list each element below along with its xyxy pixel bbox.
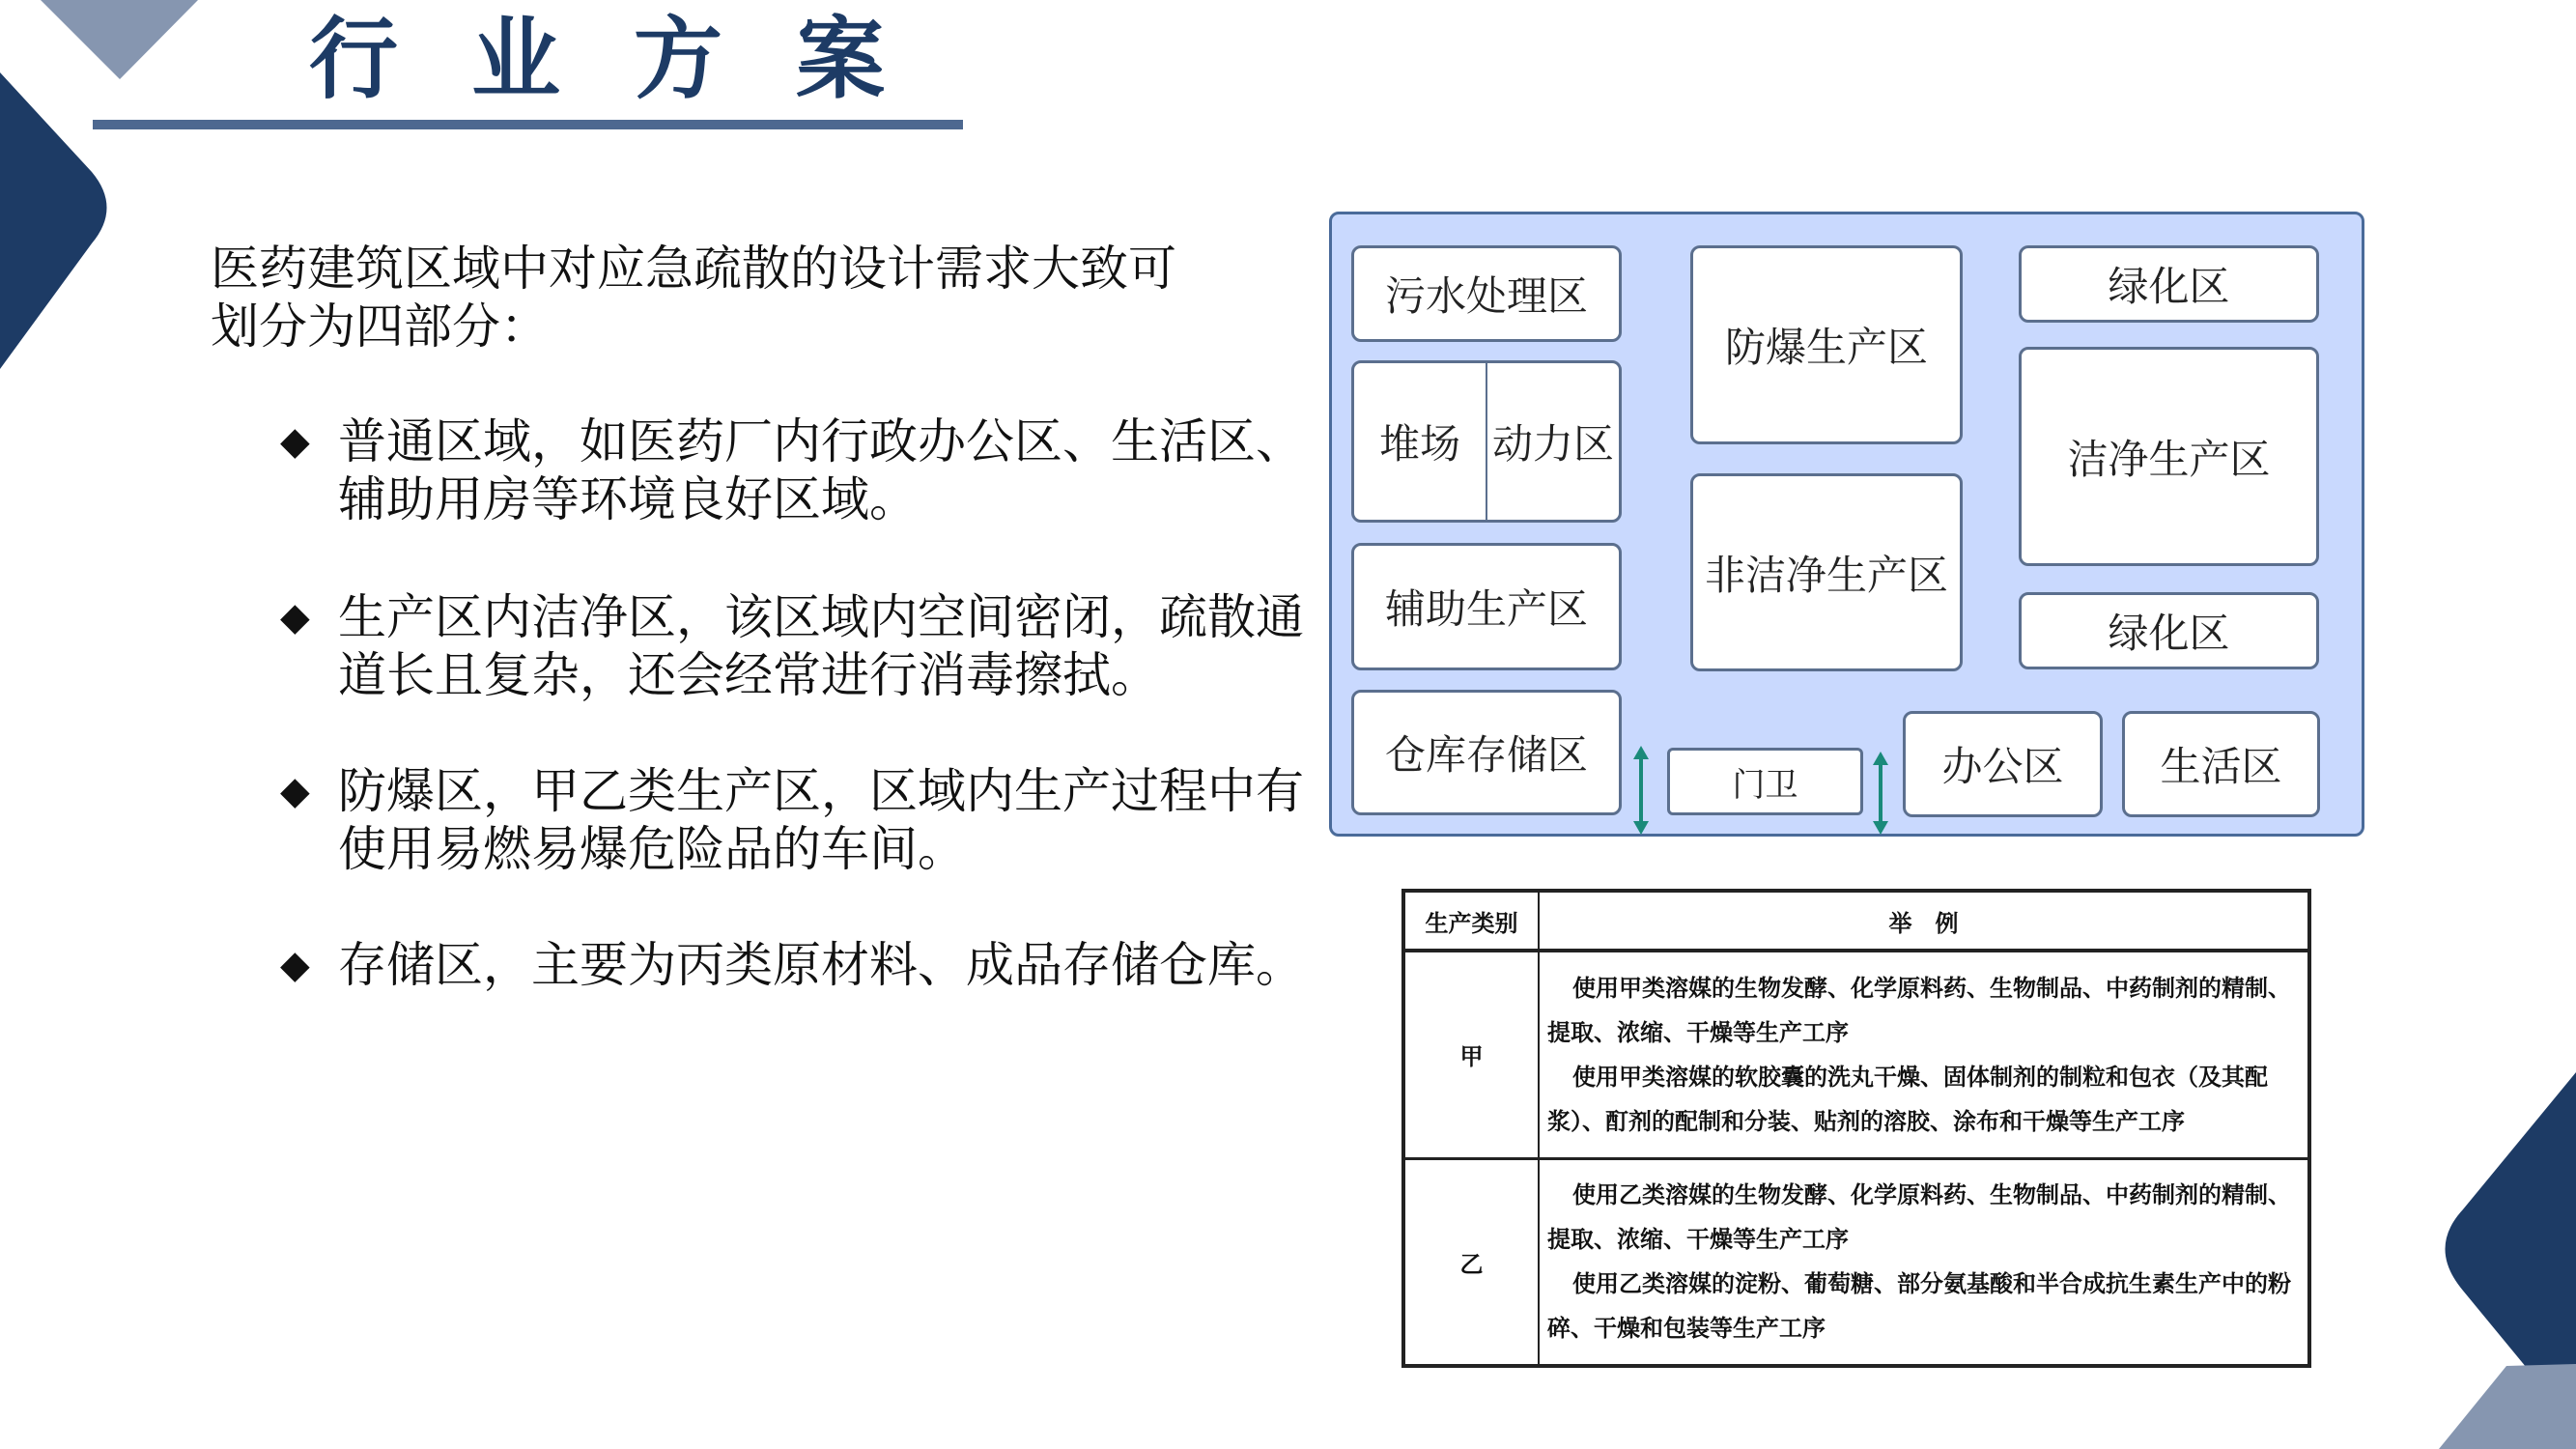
table-cell-examples: [1539, 951, 2309, 1158]
zone-office: 办公区: [1903, 711, 2103, 817]
zone-green-top: 绿化区: [2019, 245, 2319, 323]
diamond-bullet-icon: ◆: [280, 769, 310, 813]
table-header-row: [1403, 891, 2309, 951]
top-left-decoration: [0, 0, 232, 386]
zone-sewage-treatment: 污水处理区: [1351, 245, 1622, 342]
zone-explosion-proof: 防爆生产区: [1690, 245, 1963, 444]
table-cell-category: 甲: [1403, 951, 1539, 1158]
table-header-examples: 举 例: [1539, 891, 2309, 951]
zone-living: 生活区: [2122, 711, 2320, 817]
example-text: 使用乙类溶媒的淀粉、葡萄糖、部分氨基酸和半合成抗生素生产中的粉碎、干燥和包装等生产工序: [1547, 1269, 2291, 1343]
gate-left-double-arrow-icon: [1631, 746, 1651, 835]
table-cell-category: 乙: [1403, 1158, 1539, 1366]
zone-aux-production: 辅助生产区: [1351, 543, 1622, 670]
zone-clean-production: 洁净生产区: [2019, 347, 2319, 566]
example-text: 使用乙类溶媒的生物发酵、化学原料药、生物制品、中药制剂的精制、提取、浓缩、干燥等生产工序: [1547, 1180, 2291, 1254]
bullet-item: [280, 936, 1304, 994]
diamond-bullet-icon: ◆: [280, 419, 310, 464]
example-text: 使用甲类溶媒的生物发酵、化学原料药、生物制品、中药制剂的精制、提取、浓缩、干燥等生产工序: [1547, 973, 2291, 1046]
bullet-text: 生产区内洁净区，该区域内空间密闭，疏散通道长且复杂，还会经常进行消毒擦拭。: [338, 589, 1304, 703]
bullet-text: 防爆区，甲乙类生产区，区域内生产过程中有使用易燃易爆危险品的车间。: [338, 763, 1304, 877]
diamond-bullet-icon: ◆: [280, 595, 310, 639]
zone-gate: 门卫: [1667, 748, 1863, 815]
intro-text: 医药建筑区域中对应急疏散的设计需求大致可划分为四部分：: [211, 241, 1176, 355]
zone-non-clean-production: 非洁净生产区: [1690, 473, 1963, 671]
bottom-right-decoration: [2383, 1072, 2576, 1449]
bullet-item: [280, 412, 1304, 528]
table-row: [1403, 1158, 2309, 1366]
table-header-category: 生产类别: [1403, 891, 1539, 951]
zone-yard: 堆场: [1378, 420, 1460, 468]
title-underline: [93, 120, 963, 129]
example-text: 使用甲类溶媒的软胶囊的洗丸干燥、固体制剂的制粒和包衣（及其配浆）、酊剂的配制和分装、贴剂的溶胶、涂布和干燥等生产工序: [1547, 1062, 2268, 1135]
table-row: [1403, 951, 2309, 1158]
gate-right-double-arrow-icon: [1871, 752, 1890, 835]
bullet-item: [280, 588, 1304, 704]
diamond-bullet-icon: ◆: [280, 943, 310, 987]
zone-power: 动力区: [1486, 363, 1619, 520]
bullet-text: 普通区域，如医药厂内行政办公区、生活区、辅助用房等环境良好区域。: [338, 413, 1304, 527]
site-plan-diagram: [1329, 212, 2364, 837]
bullet-item: [280, 762, 1304, 878]
table-cell-examples: [1539, 1158, 2309, 1366]
zone-green-bottom: 绿化区: [2019, 592, 2319, 669]
zone-warehouse: 仓库存储区: [1351, 690, 1622, 815]
bullet-text: 存储区，主要为丙类原材料、成品存储仓库。: [338, 937, 1304, 993]
page-title: 行业方案: [309, 8, 959, 111]
production-category-table: [1401, 889, 2311, 1368]
zone-yard-power: [1351, 360, 1622, 523]
